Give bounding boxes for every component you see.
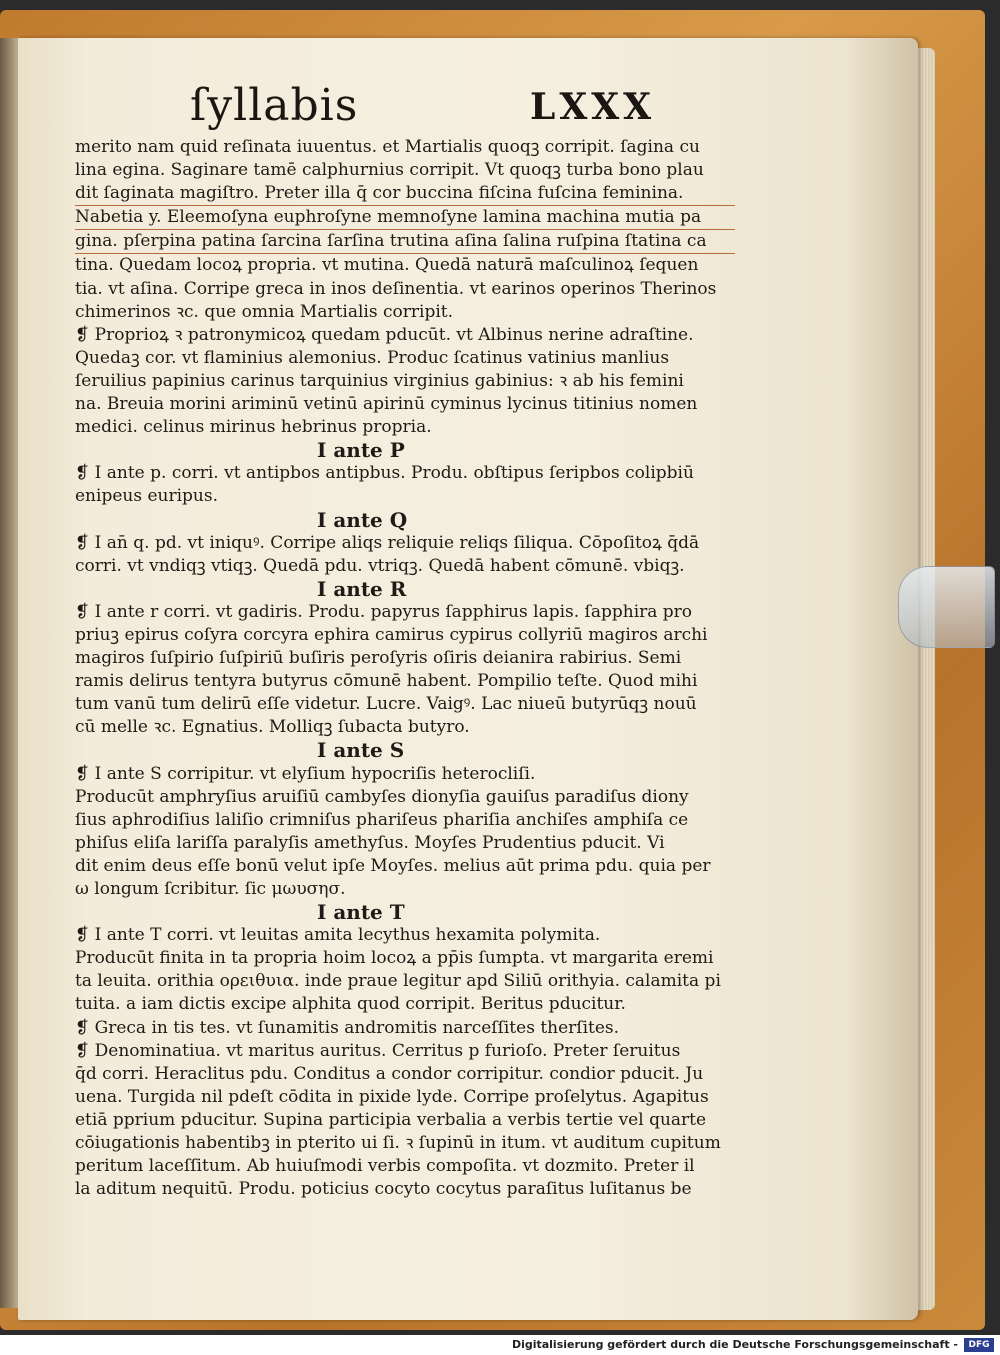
text-line: corri. vt vndiqꝫ vtiqꝫ. Quedā pdu. vtriqꝫ. Quedā habent cōmunē. vbiqꝫ. bbox=[75, 555, 685, 576]
page-header bbox=[190, 80, 690, 140]
credit-text: Digitalisierung gefördert durch die Deutsche Forschungsgemeinschaft - bbox=[511, 1338, 958, 1351]
text-line: ſeruilius papinius carinus tarquinius virginius gabinius: ꝛ ab his femini bbox=[75, 370, 684, 391]
section-heading-s: I ante S bbox=[317, 738, 405, 763]
section-heading-q: I ante Q bbox=[317, 507, 408, 532]
text-line: ❡ I ante p. corri. vt antipbos antipbus. Produ. obſtipus ſeripbos colipbiū bbox=[75, 463, 694, 484]
section-heading-t: I ante T bbox=[317, 900, 405, 925]
text-line: tum vanū tum delirū eſſe videtur. Lucre. Vaigꝰ. Lac niueū butyrūqꝫ nouū bbox=[75, 694, 697, 715]
text-line: na. Breuia morini ariminū vetinū apirinū cyminus lycinus titinius nomen bbox=[75, 394, 698, 415]
text-line: q̄d corri. Heraclitus pdu. Conditus a condor corripitur. condior pducit. Ju bbox=[75, 1063, 704, 1084]
text-line: ❡ I ante r corri. vt gadiris. Produ. papyrus ſapphirus lapis. ſapphira pro bbox=[75, 601, 693, 622]
text-line: ❡ I an̄ q. pd. vt iniquꝰ. Corripe aliqs reliquie reliqs ſiliqua. Cōpoſitoꝝ q̄dā bbox=[75, 532, 700, 553]
text-line: enipeus euripus. bbox=[75, 486, 218, 507]
text-line: Producūt amphryſius aruiſiū cambyſes dionyſia gauiſus paradiſus diony bbox=[75, 786, 689, 807]
text-line: ramis delirus tentyra butyrus cōmunē habent. Pompilio teſte. Quod mihi bbox=[75, 671, 698, 692]
text-line: tina. Quedam locoꝝ propria. vt mutina. Quedā naturā maſculinoꝝ ſequen bbox=[75, 255, 699, 276]
text-line: uena. Turgida nil pdeſt cōdita in pixide lyde. Corripe proſelytus. Agapitus bbox=[75, 1086, 709, 1107]
text-line: ω longum ſcribitur. ſic μωυσησ. bbox=[75, 879, 346, 899]
text-line: medici. celinus mirinus hebrinus propria. bbox=[75, 417, 432, 438]
text-line: tuita. a iam dictis excipe alphita quod corripit. Beritus pducitur. bbox=[75, 994, 626, 1015]
text-line: ❡ I ante S corripitur. vt elyſium hypocriſis heterocliſi. bbox=[75, 763, 536, 784]
credit-footer bbox=[0, 1335, 1000, 1355]
text-line: cōiugationis habentibꝫ in pterito ui ſi. ꝛ ſupinū in itum. vt auditum cupitum bbox=[75, 1133, 721, 1154]
text-line: phiſus eliſa lariſſa paralyſis amethyſus. Moyſes Prudentius pducit. Vi bbox=[75, 832, 665, 853]
text-line: gina. pſerpina patina ſarcina ſarſina trutina aſina ſalina ruſpina ſtatina ca bbox=[75, 230, 735, 254]
text-line: Quedaꝫ cor. vt flaminius alemonius. Produc ſcatinus vatinius manlius bbox=[75, 347, 670, 368]
text-line: merito nam quid reſinata iuuentus. et Martialis quoqꝫ corripit. ſagina cu bbox=[75, 137, 700, 157]
text-line: Producūt finita in ta propria hoim locoꝝ a pp̄is ſumpta. vt margarita eremi bbox=[75, 948, 714, 969]
text-line: magiros ſuſpirio ſuſpiriū buſiris peroſyris oſiris deianira rabirius. Semi bbox=[75, 648, 682, 669]
text-line: la aditum nequitū. Produ. poticius cocyto cocytus paraſitus luſitanus be bbox=[75, 1179, 692, 1200]
text-line: ❡ Greca in tis tes. vt ſunamitis andromitis narceſſites therſites. bbox=[75, 1017, 620, 1038]
text-line: cū melle ꝛc. Egnatius. Molliqꝫ ſubacta butyro. bbox=[75, 717, 470, 738]
text-line: ❡ Proprioꝝ ꝛ patronymicoꝝ quedam pducūt. vt Albinus nerine adraſtine. bbox=[75, 324, 694, 345]
text-line: dit enim deus eſſe bonū velut ipſe Moyſes. melius aūt prima pdu. quia per bbox=[75, 855, 711, 876]
page-clip bbox=[898, 566, 995, 648]
text-line: etiā pprium pducitur. Supina participia verbalia a verbis tertie vel quarte bbox=[75, 1109, 707, 1130]
text-line: peritum laceſſitum. Ab huiuſmodi verbis compoſita. vt dozmito. Preter il bbox=[75, 1156, 695, 1177]
section-heading-p: I ante P bbox=[317, 438, 405, 463]
running-head: ſyllabis bbox=[190, 80, 359, 131]
text-line: ❡ Denominatiua. vt maritus auritus. Cerritus p furioſo. Preter ſeruitus bbox=[75, 1040, 681, 1061]
text-line: ta leuita. orithia ορειθυια. inde praue legitur apd Siliū orithyia. calamita pi bbox=[75, 971, 721, 992]
text-line: tia. vt aſina. Corripe greca in inos deſinentia. vt earinos operinos Therinos bbox=[75, 278, 717, 299]
text-line: ❡ I ante T corri. vt leuitas amita lecythus hexamita polymita. bbox=[75, 925, 601, 946]
text-line: chimerinos ꝛc. que omnia Martialis corripit. bbox=[75, 301, 453, 322]
text-line: lina egina. Saginare tamē calphurnius corripit. Vt quoqꝫ turba bono plau bbox=[75, 160, 704, 181]
text-line: ſius aphrodiſius laliſio crimniſus phariſeus phariſia anchiſes amphiſa ce bbox=[75, 809, 689, 830]
section-heading-r: I ante R bbox=[317, 576, 407, 601]
text-line: Nabetia y. Eleemoſyna euphroſyne memnoſyne lamina machina mutia pa bbox=[75, 206, 735, 230]
text-block bbox=[75, 136, 735, 1201]
dfg-logo: DFG bbox=[964, 1338, 994, 1352]
text-line: priuꝫ epirus coſyra corcyra ephira camirus cypirus collyriū magiros archi bbox=[75, 624, 708, 645]
folio-number: LXXX bbox=[530, 86, 656, 128]
text-line: dit ſaginata magiſtro. Preter illa q̄ cor buccina fiſcina fuſcina feminina. bbox=[75, 182, 735, 206]
